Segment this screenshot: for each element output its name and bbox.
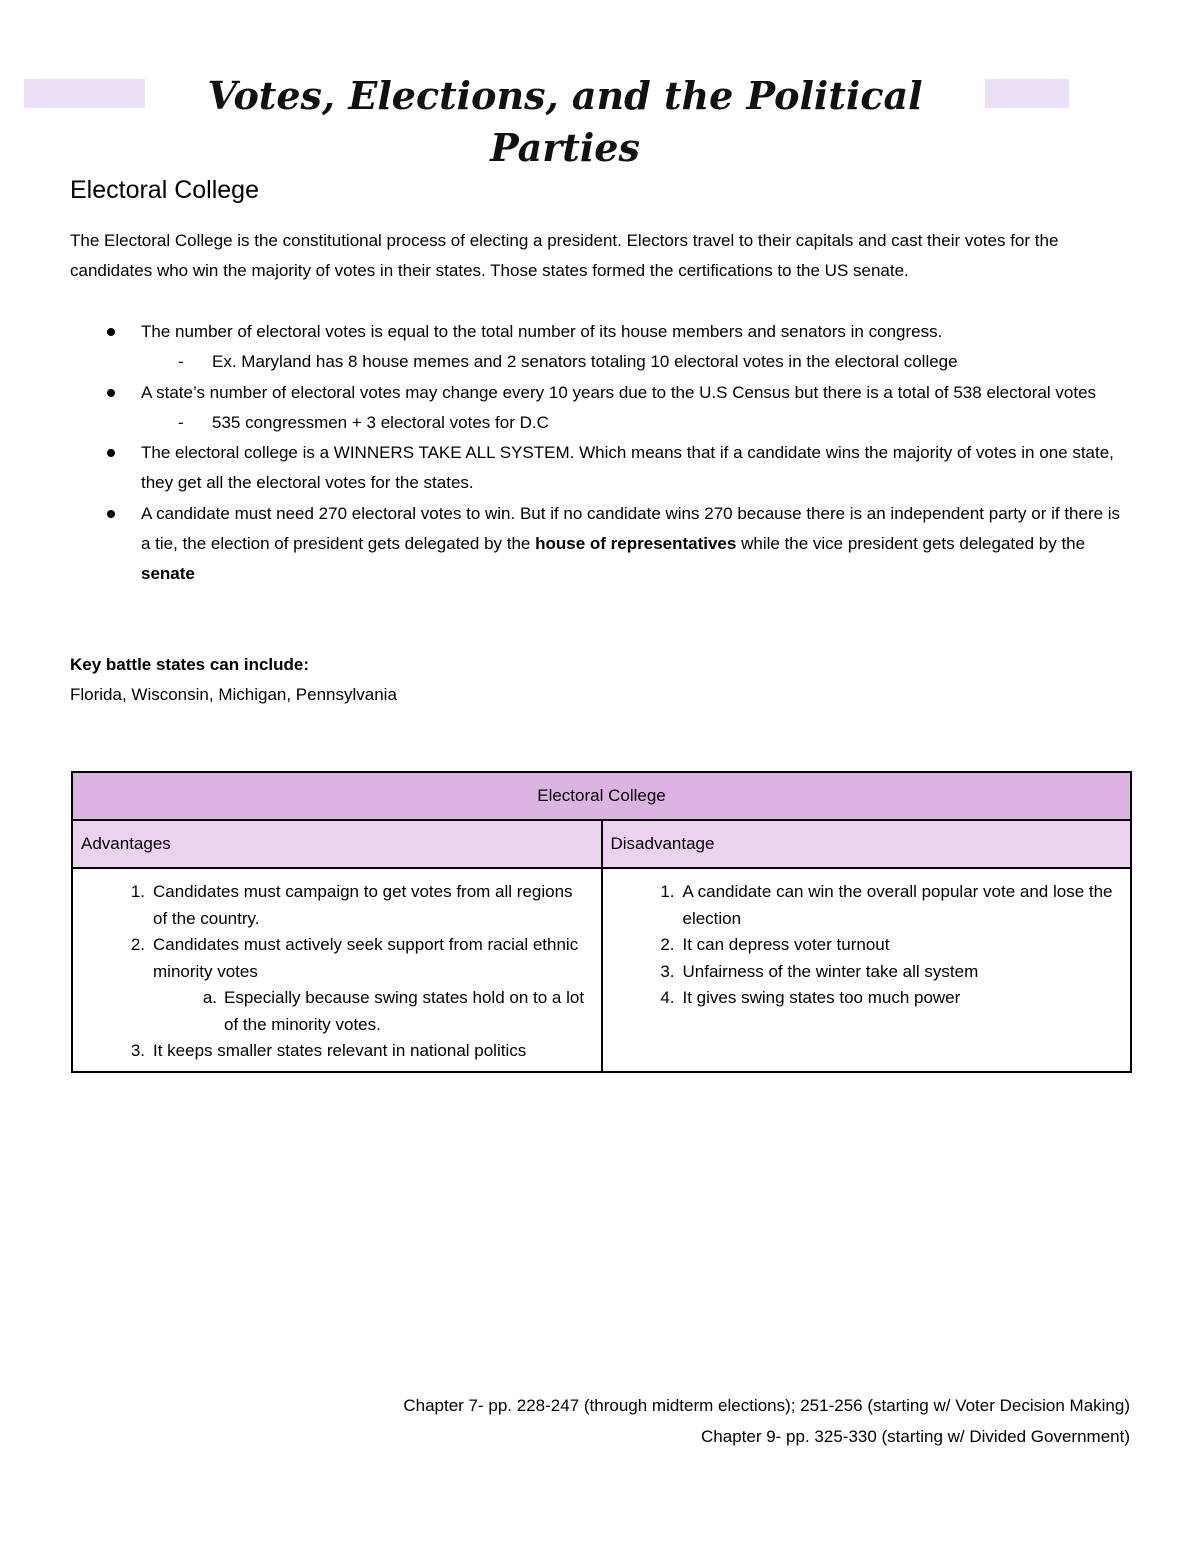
disadvantages-cell xyxy=(602,868,1132,1072)
advantages-header: Advantages xyxy=(72,820,602,868)
bullet-icon xyxy=(107,389,115,397)
footer-chapter-7: Chapter 7- pp. 228-247 (through midterm elections); 251-256 (starting w/ Voter Decision Making) xyxy=(403,1396,1130,1415)
advantages-cell xyxy=(72,868,602,1072)
sub-bullet-item xyxy=(70,347,1132,377)
list-letter: a. xyxy=(202,988,217,1007)
list-item xyxy=(83,932,591,985)
list-text: Especially because swing states hold on to a lot of the minority votes. xyxy=(224,988,585,1034)
bullet-list xyxy=(70,317,1132,590)
bullet-icon xyxy=(107,510,115,518)
disadvantages-list xyxy=(613,879,1121,1012)
list-number: 4. xyxy=(660,988,675,1007)
electoral-college-table xyxy=(71,771,1132,1073)
bullet-text: A state’s number of electoral votes may change every 10 years due to the U.S Census but there is a total of 538 electoral votes xyxy=(141,382,1097,402)
sub-bullet-text: 535 congressmen + 3 electoral votes for D.C xyxy=(212,412,549,432)
list-item xyxy=(613,932,1121,959)
section-heading: Electoral College xyxy=(70,176,259,204)
title-decoration-right xyxy=(985,79,1069,108)
bullet-icon xyxy=(107,449,115,457)
bullet-item xyxy=(70,317,1132,347)
list-text: Candidates must campaign to get votes from all regions of the country. xyxy=(153,882,573,928)
list-item xyxy=(613,959,1121,986)
document-title: Votes, Elections, and the Political Parties xyxy=(207,73,923,170)
sub-bullet-item xyxy=(70,408,1132,438)
list-text: It can depress voter turnout xyxy=(682,935,890,954)
list-number: 3. xyxy=(660,961,675,981)
bullet-text-part: while the vice president gets delegated by the xyxy=(736,534,1086,554)
table-title: Electoral College xyxy=(72,772,1131,820)
list-text: Unfairness of the winter take all system xyxy=(682,961,979,981)
bullet-item xyxy=(70,438,1132,499)
list-number: 2. xyxy=(130,935,145,954)
dash-icon: - xyxy=(178,412,184,432)
bullet-bold-text: senate xyxy=(141,564,195,584)
table-header-row xyxy=(72,772,1131,820)
bullet-item xyxy=(70,499,1132,590)
list-text: It gives swing states too much power xyxy=(682,988,961,1007)
intro-paragraph: The Electoral College is the constitutional process of electing a president. Electors travel to their capitals and cast their votes for the candidates who win the majority of votes in their states. Those states formed the certifications to the US senate. xyxy=(70,231,1059,281)
footer-chapter-9: Chapter 9- pp. 325-330 (starting w/ Divided Government) xyxy=(701,1427,1130,1446)
list-number: 1. xyxy=(660,882,675,901)
list-number: 1. xyxy=(130,882,145,901)
bullet-text: The electoral college is a WINNERS TAKE ALL SYSTEM. Which means that if a candidate wins the majority of votes in one state, they get all the electoral votes for the states. xyxy=(141,443,1114,493)
list-item xyxy=(83,1038,591,1065)
advantages-list xyxy=(83,879,591,1065)
list-text: It keeps smaller states relevant in national politics xyxy=(153,1041,527,1060)
list-item xyxy=(83,879,591,932)
sub-list-item xyxy=(83,985,591,1038)
table-row xyxy=(72,868,1131,1072)
list-text: Candidates must actively seek support from racial ethnic minority votes xyxy=(153,935,579,981)
sub-bullet-text: Ex. Maryland has 8 house memes and 2 senators totaling 10 electoral votes in the electoral college xyxy=(212,352,958,372)
bullet-text: The number of electoral votes is equal to the total number of its house members and senators in congress. xyxy=(141,322,943,341)
table-subheader-row xyxy=(72,820,1131,868)
bullet-text-part: A candidate must need 270 electoral votes to win. But if no candidate wins 270 because there is an independent party or if there is a tie, the election of president gets delegated by the xyxy=(141,503,1121,554)
title-decoration-left xyxy=(24,79,145,108)
list-text: A candidate can win the overall popular vote and lose the election xyxy=(682,882,1113,928)
bullet-item xyxy=(70,378,1132,408)
key-states-list: Florida, Wisconsin, Michigan, Pennsylvania xyxy=(70,685,397,704)
key-states-heading: Key battle states can include: xyxy=(70,655,310,674)
list-item xyxy=(613,879,1121,932)
list-number: 3. xyxy=(130,1041,145,1060)
list-item xyxy=(613,985,1121,1012)
bullet-bold-text: house of representatives xyxy=(535,534,737,554)
disadvantages-header: Disadvantage xyxy=(602,820,1132,868)
bullet-icon xyxy=(107,328,115,336)
dash-icon: - xyxy=(178,352,184,372)
list-number: 2. xyxy=(660,935,675,954)
